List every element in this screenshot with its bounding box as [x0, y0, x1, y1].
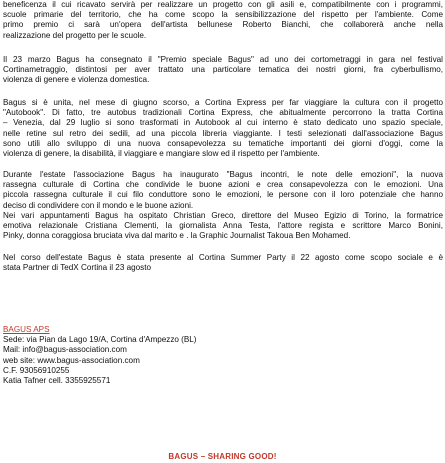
text-line: Nel corso dell'estate Bagus è stata presente al Cortina Summer Party il 22 agosto come scopo sociale e è	[3, 253, 443, 262]
text-line: Nei vari appuntamenti Bagus ha ospitato Christian Greco, direttore del Museo Egizio di Torino, la formatrice	[3, 210, 443, 220]
paragraph-autobook	[3, 98, 443, 159]
text-line: sono utili allo sviluppo di una nuova consapevolezza su tematiche importanti dei giorni d'oggi, come la	[3, 138, 443, 148]
fiscal-code-text: C.F. 93056910255	[3, 365, 70, 375]
text-line: primo premio ci sarà un'opera dell'artista bellunese Roberto Bianchi, che collaborerà anche nella	[3, 20, 443, 30]
text-line: nelle retine sul retro dei sedili, ad una piccola libreria viaggiante. I testi selezionati dall'associazione Bagus	[3, 128, 443, 138]
text-line: – Venezia, dal 29 luglio si sono trasformati in Autobook al cui interno è stato dedicato uno spazio speciale,	[3, 118, 443, 128]
phone-text: Katia Tafner cell. 3355925571	[3, 376, 111, 386]
contact-block	[3, 325, 197, 386]
paragraph-environment-project	[3, 0, 443, 41]
text-line: realizzazione del progetto per le scuole.	[3, 30, 147, 40]
text-line: Cortinametraggio, distintosi per aver trattato una particolare tematica dei nostri giorni, fra cyberbullismo,	[3, 65, 443, 75]
text-line: rassegna culturale di Cortina che condivide le buone azioni e crea consapevolezza con le emozioni. Una	[3, 180, 443, 190]
paragraph-premio-speciale	[3, 55, 443, 86]
text-line: violenza di genere e violenza domestica.	[3, 75, 150, 85]
paragraph-summer-party	[3, 253, 443, 273]
website-text: web site: www.bagus-association.com	[3, 355, 140, 365]
paragraph-bagus-incontri	[3, 170, 443, 241]
text-line: emotiva relazionale Cristiana Clementi, la giornalista Anna Testa, l'attore regista e scrittore Marco Bonini,	[3, 221, 443, 231]
text-line: deciso di condividere con il mondo e le buone azioni.	[3, 200, 194, 210]
footer-slogan: BAGUS – SHARING GOOD!	[168, 452, 277, 461]
text-line: beneficenza il cui ricavato servirà per realizzare un progetto con gli asili e, compatibilmente con i programmi,	[3, 0, 443, 9]
email-text: Mail: info@bagus-association.com	[3, 345, 127, 355]
text-line: violenza di genere, la disabilità, il viaggiare e mangiare slow ed il rispetto per l'ambiente.	[3, 149, 320, 159]
text-line: piccola rassegna culturale il cui filo conduttore sono le emozioni, le persone con il loro potenziale che hanno	[3, 190, 443, 200]
organization-link[interactable]: BAGUS APS	[3, 325, 50, 334]
address-text: Sede: via Pian da Lago 19/A, Cortina d'Ampezzo (BL)	[3, 335, 197, 345]
text-line: "Autobook". Di fatto, tre autobus tradizionali Cortina Express, che abitualmente percorrono la tratta Cortina	[3, 108, 443, 118]
text-line: Bagus si è unita, nel mese di giugno scorso, a Cortina Express per far viaggiare la cultura con il progetto	[3, 98, 443, 107]
text-line: scuole primarie del territorio, che ha come scopo la sensibilizzazione del rispetto per l'ambiente. Come	[3, 10, 443, 20]
text-line: Durante l'estate l'associazione Bagus ha inaugurato "Bagus incontri, le note delle emozioni", la nuova	[3, 170, 443, 179]
text-line: Il 23 marzo Bagus ha consegnato il "Premio speciale Bagus" ad uno dei cortometraggi in gara nel festival	[3, 55, 443, 64]
text-line: Pinky, donna coraggiosa bruciata viva dal marito e . la Graphic Journalist Takoua Ben Mohamed.	[3, 231, 351, 241]
text-line: stata Partner di TedX Cortina il 23 agosto	[3, 263, 151, 273]
